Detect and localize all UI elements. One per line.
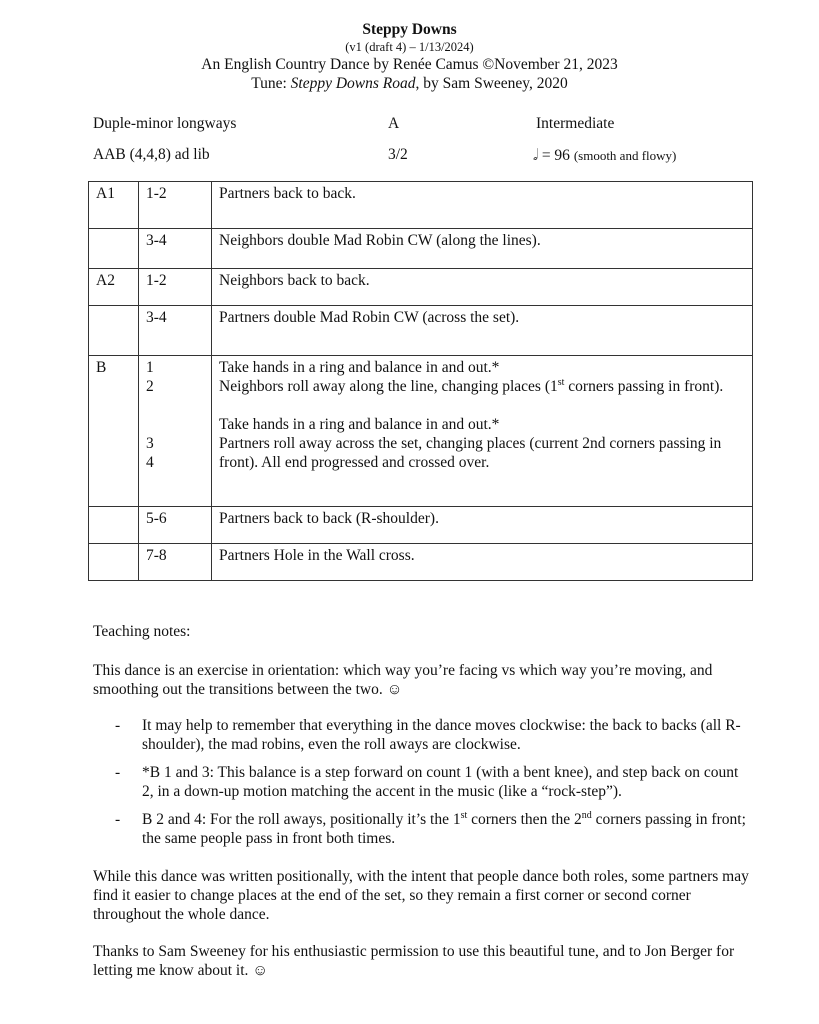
dance-title: Steppy Downs (362, 21, 457, 38)
note-text: It may help to remember that everything in the dance moves clockwise: the back to backs (all R-shoulder), the mad robins, even the roll aways are clockwise. (142, 717, 741, 753)
part-cell (89, 507, 139, 544)
part-cell (89, 544, 139, 581)
teaching-heading: Teaching notes: (93, 623, 191, 640)
note-text: corners passing in front; the same people pass in front both times. (142, 811, 746, 847)
level: Intermediate (536, 115, 615, 132)
part-cell (89, 229, 139, 269)
dance-table (88, 181, 753, 581)
figure-cell: Neighbors double Mad Robin CW (along the lines). (212, 229, 753, 269)
part-cell: A2 (89, 269, 139, 306)
ordinal-suffix: nd (581, 809, 592, 821)
table-row (89, 269, 753, 306)
tune-line (0, 75, 819, 93)
figure-text: Neighbors roll away along the line, changing places (1 (219, 378, 558, 395)
figure-cell: Neighbors back to back. (212, 269, 753, 306)
table-row (89, 306, 753, 356)
bullet-dash: - (115, 764, 121, 781)
figure-cell: Partners back to back (R-shoulder). (212, 507, 753, 544)
teaching-intro: This dance is an exercise in orientation: which way you’re facing vs which way you’re moving, and smoothing out the transitions between the two. ☺ (93, 662, 713, 698)
bar-number: 2 (146, 378, 154, 395)
table-row (89, 229, 753, 269)
figure-cell: Partners double Mad Robin CW (across the set). (212, 306, 753, 356)
list-item (93, 810, 753, 848)
bars-cell: 1-2 (139, 182, 212, 229)
bar-number: 1 (146, 359, 154, 376)
tempo-note: (smooth and flowy) (573, 148, 677, 163)
tune-suffix: , by Sam Sweeney, 2020 (415, 75, 568, 92)
bars-cell: 3-4 (139, 306, 212, 356)
part-cell (89, 306, 139, 356)
figure-cell (212, 356, 753, 507)
bar-number: 4 (146, 454, 154, 471)
structure: AAB (4,4,8) ad lib (93, 146, 210, 163)
table-row (89, 507, 753, 544)
formation: Duple-minor longways (93, 115, 237, 132)
part-cell: B (89, 356, 139, 507)
bullet-dash: - (115, 717, 121, 734)
bars-cell: 7-8 (139, 544, 212, 581)
bar-number: 3 (146, 435, 154, 452)
positional-note: While this dance was written positionally, with the intent that people dance both roles, some partners may find it easier to change places at the end of the set, so they remain a first corner or second corner throughout the whole dance. (93, 868, 749, 923)
figure-text: corners passing in front). (564, 378, 724, 395)
note-text: B 2 and 4: For the roll aways, positionally it’s the 1 (142, 811, 461, 828)
teaching-notes-list (93, 716, 753, 857)
ordinal-suffix: st (557, 376, 565, 388)
list-item (93, 716, 753, 754)
meter: 3/2 (388, 146, 408, 163)
half-note-icon: 𝅗𝅥 (533, 146, 538, 164)
version-line: (v1 (draft 4) – 1/13/2024) (345, 40, 474, 54)
note-text: *B 1 and 3: This balance is a step forward on count 1 (with a bent knee), and step back on count 2, in a down-up motion matching the accent in the music (like a “rock-step”). (142, 764, 739, 800)
tempo (533, 146, 676, 165)
ordinal-suffix: st (460, 809, 468, 821)
figure-line: Take hands in a ring and balance in and out.* (219, 416, 500, 433)
figure-cell: Partners Hole in the Wall cross. (212, 544, 753, 581)
table-row (89, 544, 753, 581)
bullet-dash: - (115, 811, 121, 828)
tune-prefix: Tune: (251, 75, 291, 92)
figure-line: Take hands in a ring and balance in and out.* (219, 359, 500, 376)
byline: An English Country Dance by Renée Camus ©November 21, 2023 (201, 56, 618, 73)
figure-line (219, 377, 745, 396)
thanks-note: Thanks to Sam Sweeney for his enthusiastic permission to use this beautiful tune, and to Jon Berger for letting me know about it. ☺ (93, 943, 735, 979)
note-text: corners then the 2 (467, 811, 582, 828)
part-cell: A1 (89, 182, 139, 229)
bars-cell: 3-4 (139, 229, 212, 269)
bars-cell (139, 356, 212, 507)
table-row (89, 182, 753, 229)
figure-cell: Partners back to back. (212, 182, 753, 229)
list-item (93, 763, 753, 801)
bars-cell: 5-6 (139, 507, 212, 544)
key: A (388, 115, 400, 132)
bars-cell: 1-2 (139, 269, 212, 306)
table-row (89, 356, 753, 507)
figure-line: Partners roll away across the set, changing places (current 2nd corners passing in front). All end progressed and crossed over. (219, 435, 722, 471)
tune-name: Steppy Downs Road (290, 75, 416, 92)
tempo-value: = 96 (537, 147, 570, 164)
